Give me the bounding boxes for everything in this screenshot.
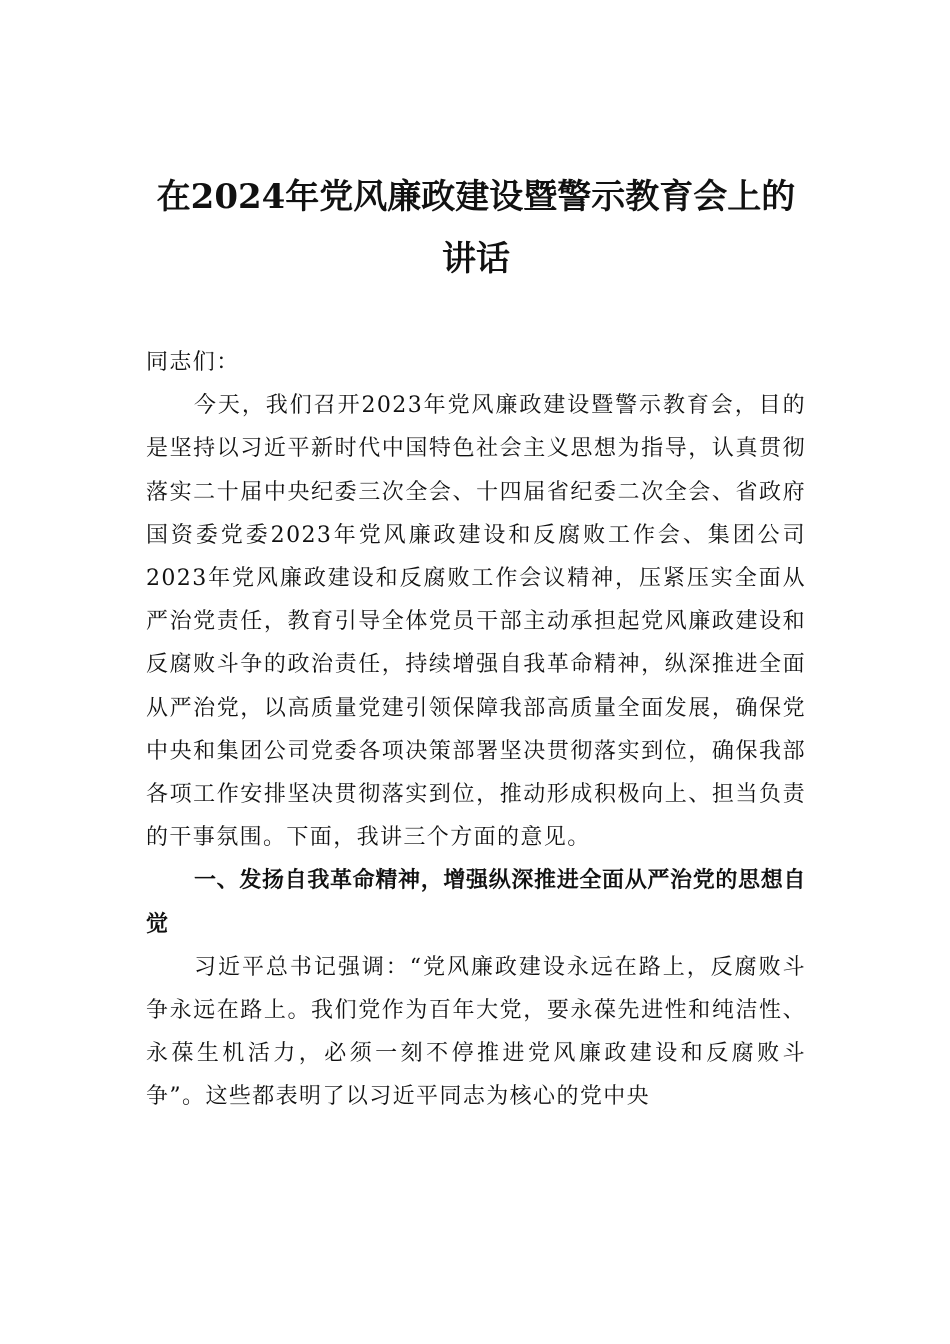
salutation: 同志们： [146, 350, 240, 375]
document-title: 在2024年党风廉政建设暨警示教育会上的讲话 [156, 177, 796, 279]
body-paragraph: 今天，我们召开2023年党风廉政建设暨警示教育会，目的是坚持以习近平新时代中国特色社会主义思想为指导，认真贯彻落实二十届中央纪委三次全会、十四届省纪委二次全会、省政府国资委党委2023年党风廉政建设和反腐败工作会、集团公司2023年党风廉政建设和反腐败工作会议精神，压紧压实全面从严治党责任，教育引导全体党员干部主动承担起党风廉政建设和反腐败斗争的政治责任，持续增强自我革命精神，纵深推进全面从严治党，以高质量党建引领保障我部高质量全面发展，确保党中央和集团公司党委各项决策部署坚决贯彻落实到位，确保我部各项工作安排坚决贯彻落实到位，推动形成积极向上、担当负责的干事氛围。下面，我讲三个方面的意见。 [146, 393, 806, 851]
document-body [146, 341, 806, 1119]
section-heading: 一、发扬自我革命精神，增强纵深推进全面从严治党的思想自觉 [146, 868, 806, 937]
body-paragraph: 习近平总书记强调：“党风廉政建设永远在路上，反腐败斗争永远在路上。我们党作为百年大党，要永葆先进性和纯洁性、永葆生机活力，必须一刻不停推进党风廉政建设和反腐败斗争”。这些都表明了以习近平同志为核心的党中央 [146, 954, 806, 1110]
